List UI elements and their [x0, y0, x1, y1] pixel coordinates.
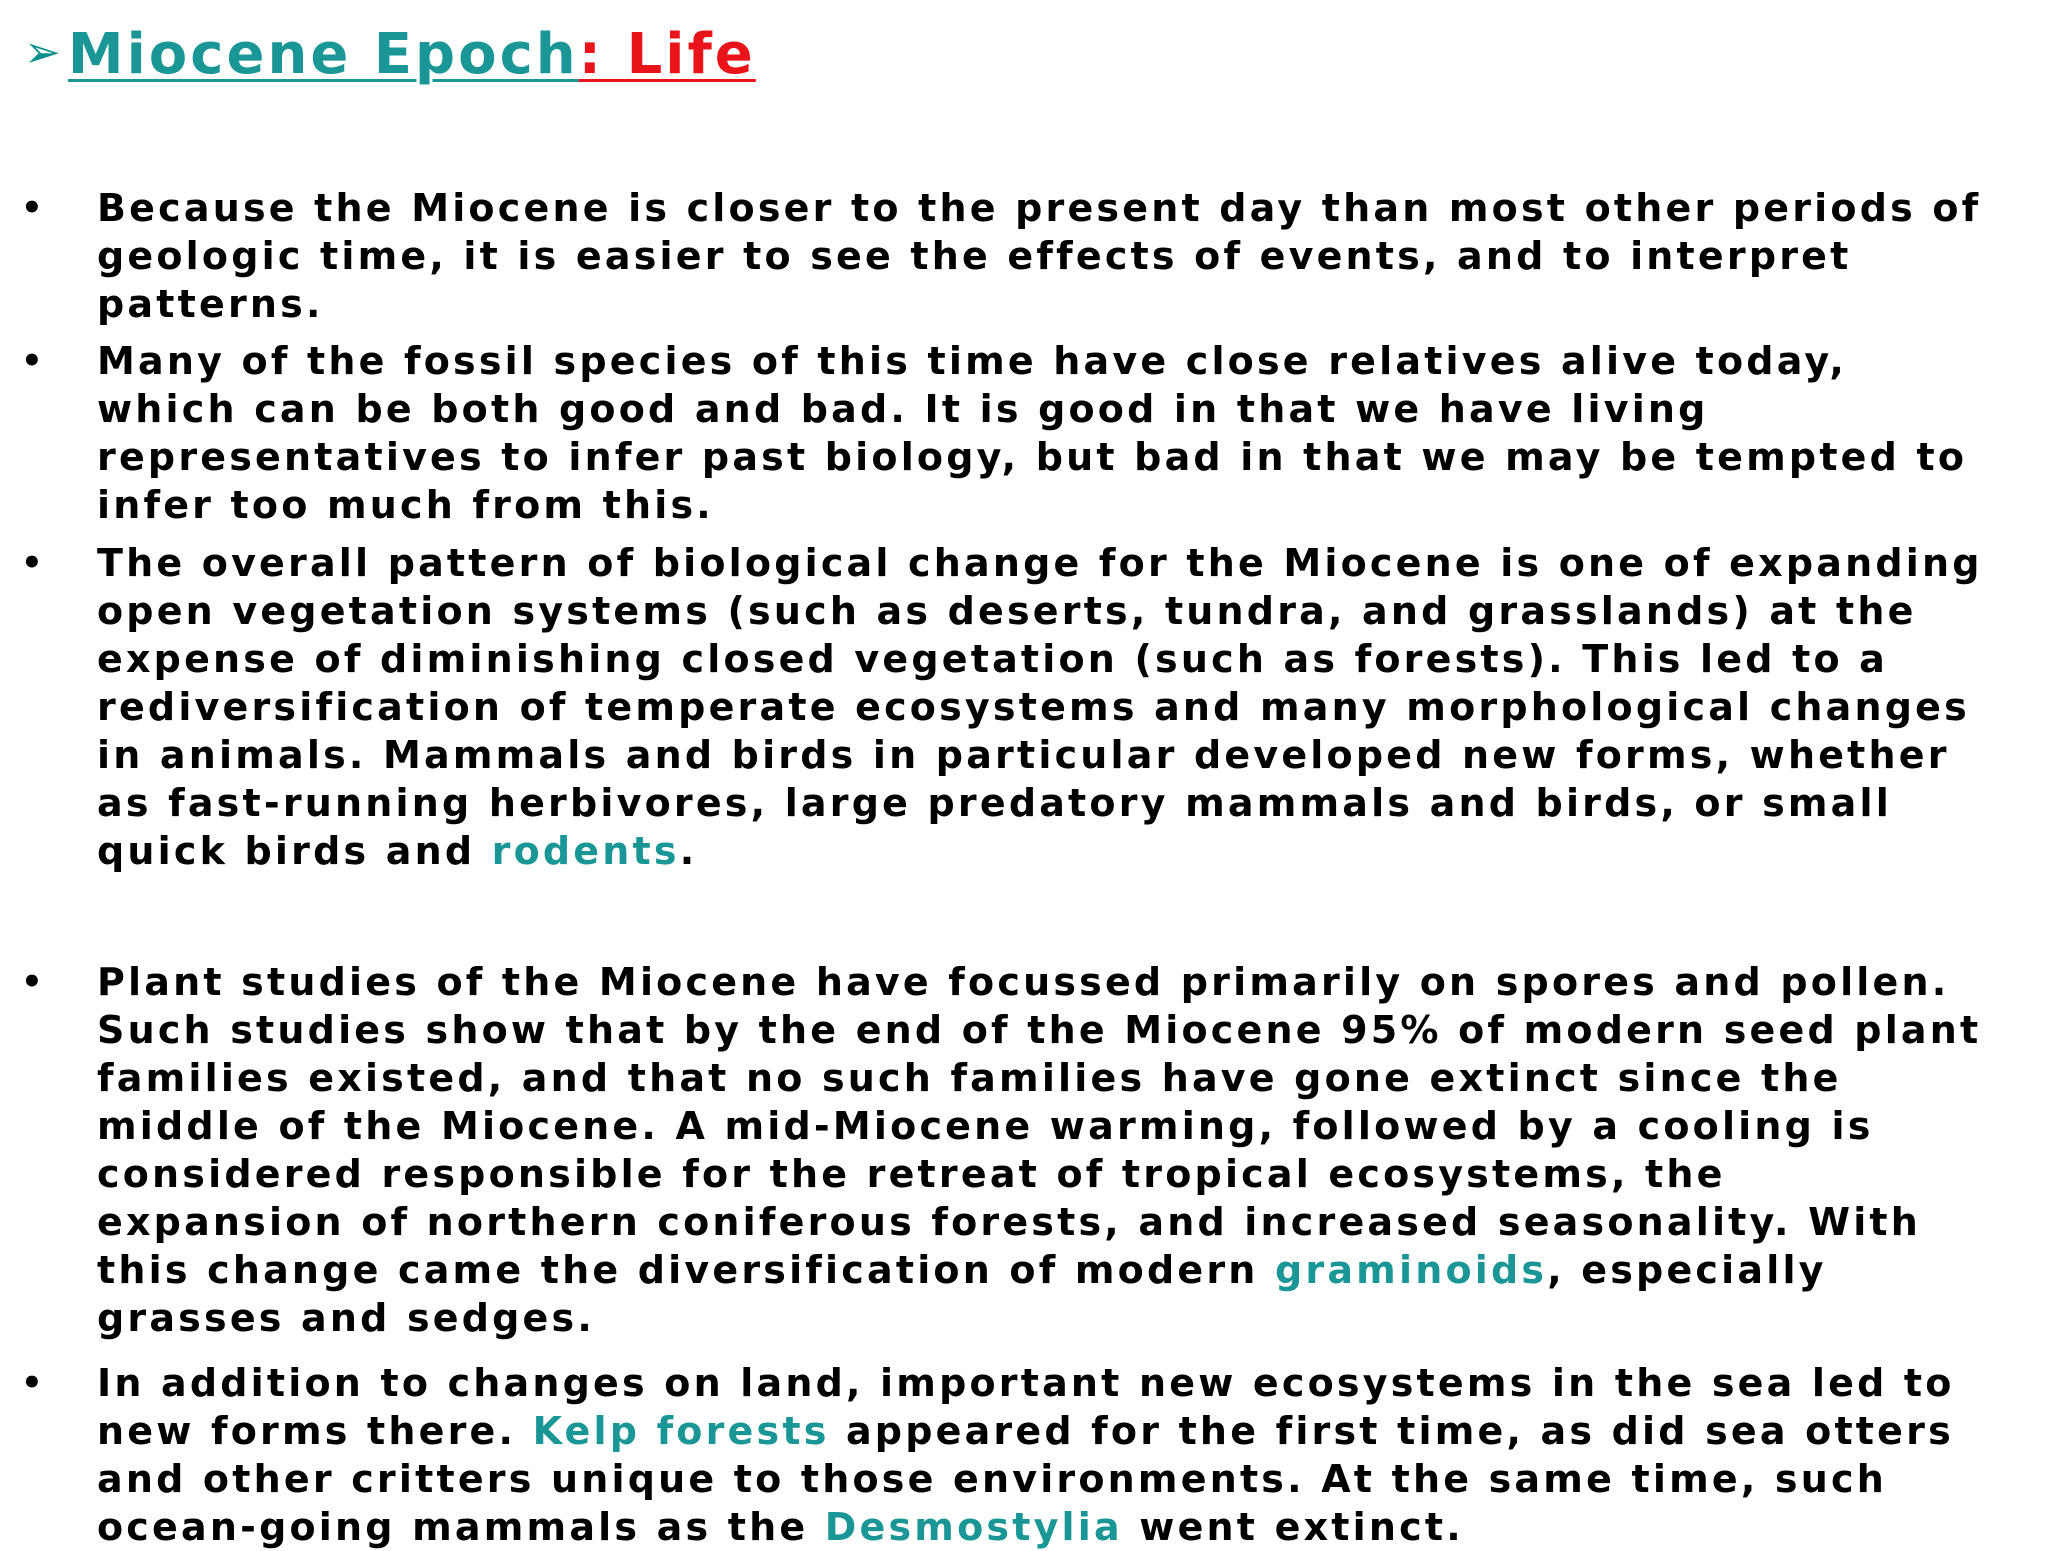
- desmostylia-link[interactable]: Desmostylia: [824, 1505, 1123, 1549]
- bullet-item: [21, 337, 2048, 529]
- bullet-text: In addition to changes on land, important new ecosystems in the sea led to new forms there.: [97, 1361, 1955, 1453]
- bullet-text: Because the Miocene is closer to the present day than most other periods of geologic time, it is easier to see the effects of events, and to interpret patterns.: [97, 186, 1982, 326]
- bullet-text-end: went extinct.: [1122, 1505, 1464, 1549]
- bullet-dot-icon: •: [21, 188, 46, 228]
- graminoids-link[interactable]: graminoids: [1274, 1248, 1548, 1292]
- bullet-text-end: , especially grasses and sedges.: [97, 1248, 1827, 1340]
- bullet-text: Plant studies of the Miocene have focussed primarily on spores and pollen. Such studies show that by the end of the Miocene 95% of modern seed plant families existed, and that no such families have gone extinct since the middle of the Miocene. A mid-Miocene warming, followed by a cooling is considered responsible for the retreat of tropical ecosystems, the expansion of northern coniferous forests, and increased seasonality. With this change came the diversification of modern: [97, 960, 1982, 1292]
- bullet-item: [21, 539, 2048, 875]
- slide-title: [24, 18, 756, 90]
- bullet-dot-icon: •: [21, 543, 46, 583]
- rodents-link[interactable]: rodents: [491, 829, 680, 873]
- bullet-text: Many of the fossil species of this time have close relatives alive today, which can be both good and bad. It is good in that we have living representatives to infer past biology, but bad in that we may be tempted to infer too much from this.: [97, 339, 1968, 527]
- bullet-item: [21, 184, 2048, 328]
- title-main-link[interactable]: Miocene Epoch: [67, 22, 579, 87]
- arrow-bullet-icon: ➢: [24, 27, 64, 78]
- bullet-item: [21, 1359, 2048, 1551]
- bullet-dot-icon: •: [21, 962, 46, 1002]
- bullet-dot-icon: •: [21, 341, 46, 381]
- title-subtitle: : Life: [578, 22, 756, 87]
- bullet-item: [21, 958, 2048, 1342]
- kelp-forests-link[interactable]: Kelp forests: [532, 1409, 830, 1453]
- bullet-text: The overall pattern of biological change for the Miocene is one of expanding open vegetation systems (such as deserts, tundra, and grasslands) at the expense of diminishing closed vegetation (such as forests). This led to a rediversification of temperate ecosystems and many morphological changes in animals. Mammals and birds in particular developed new forms, whether as fast-running herbivores, large predatory mammals and birds, or small quick birds and: [97, 541, 1983, 873]
- bullet-text-middle: appeared for the first time, as did sea otters and other critters unique to those environments. At the same time, such ocean-going mammals as the: [97, 1409, 1954, 1549]
- bullet-dot-icon: •: [21, 1363, 46, 1403]
- bullet-text-end: .: [679, 829, 698, 873]
